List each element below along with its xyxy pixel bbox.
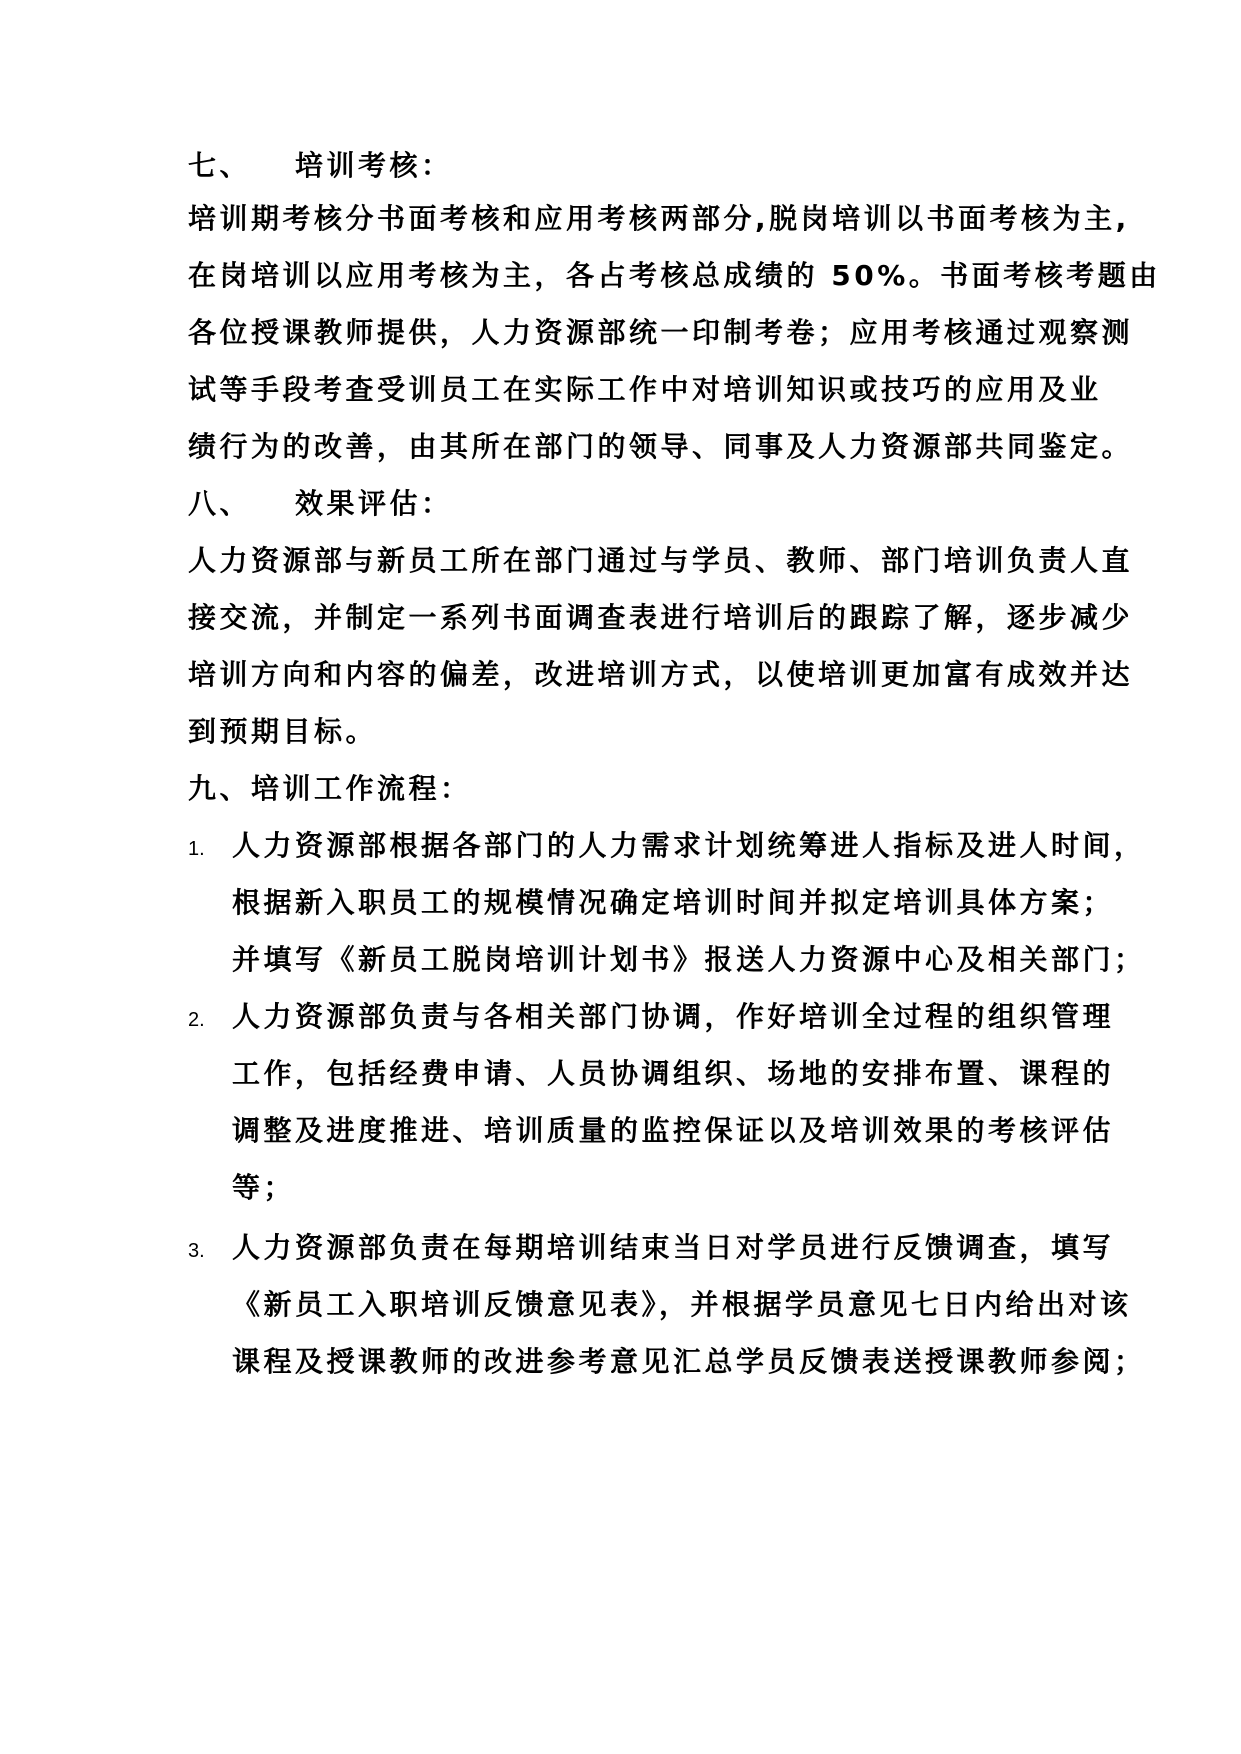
list-number-2: 2. [188, 1009, 205, 1031]
list-item-line: 人力资源部负责与各相关部门协调，作好培训全过程的组织管理 [232, 1000, 1115, 1033]
list-item-line: 人力资源部负责在每期培训结束当日对学员进行反馈调查，填写 [232, 1231, 1115, 1264]
paragraph-line: 接交流，并制定一系列书面调查表进行培训后的跟踪了解，逐步减少 [188, 601, 1134, 634]
paragraph-line: 各位授课教师提供，人力资源部统一印制考卷；应用考核通过观察测 [188, 316, 1134, 349]
section-heading-7-num: 七、 [188, 149, 252, 182]
paragraph-line: 培训方向和内容的偏差，改进培训方式，以使培训更加富有成效并达 [188, 658, 1134, 691]
section-heading-7-title: 培训考核： [295, 149, 453, 182]
paragraph-line: 人力资源部与新员工所在部门通过与学员、教师、部门培训负责人直 [188, 544, 1134, 577]
list-item-line: 工作，包括经费申请、人员协调组织、场地的安排布置、课程的 [232, 1057, 1115, 1090]
section-heading-9: 九、培训工作流程： [188, 772, 472, 805]
paragraph-line: 在岗培训以应用考核为主，各占考核总成绩的 50%。书面考核考题由 [188, 259, 1161, 292]
list-item-line: 调整及进度推进、培训质量的监控保证以及培训效果的考核评估 [232, 1114, 1115, 1147]
list-item-line: 等； [232, 1171, 296, 1204]
list-item-line: 并填写《新员工脱岗培训计划书》报送人力资源中心及相关部门； [232, 943, 1146, 976]
paragraph-line: 培训期考核分书面考核和应用考核两部分,脱岗培训以书面考核为主, [188, 202, 1130, 235]
section-heading-7 [188, 146, 1068, 186]
list-item-line: 《新员工入职培训反馈意见表》，并根据学员意见七日内给出对该 [232, 1288, 1132, 1321]
list-number-1: 1. [188, 838, 205, 860]
section-heading-8-num: 八、 [188, 487, 252, 520]
paragraph-line: 绩行为的改善，由其所在部门的领导、同事及人力资源部共同鉴定。 [188, 430, 1134, 463]
list-item-line: 人力资源部根据各部门的人力需求计划统筹进人指标及进人时间， [232, 829, 1146, 862]
list-number-3: 3. [188, 1240, 205, 1262]
paragraph-line: 到预期目标。 [188, 715, 378, 748]
list-item-line: 根据新入职员工的规模情况确定培训时间并拟定培训具体方案； [232, 886, 1115, 919]
paragraph-line: 试等手段考查受训员工在实际工作中对培训知识或技巧的应用及业 [188, 373, 1102, 406]
section-heading-8 [188, 484, 1068, 524]
list-item-line: 课程及授课教师的改进参考意见汇总学员反馈表送授课教师参阅； [232, 1345, 1146, 1378]
section-heading-8-title: 效果评估： [295, 487, 453, 520]
